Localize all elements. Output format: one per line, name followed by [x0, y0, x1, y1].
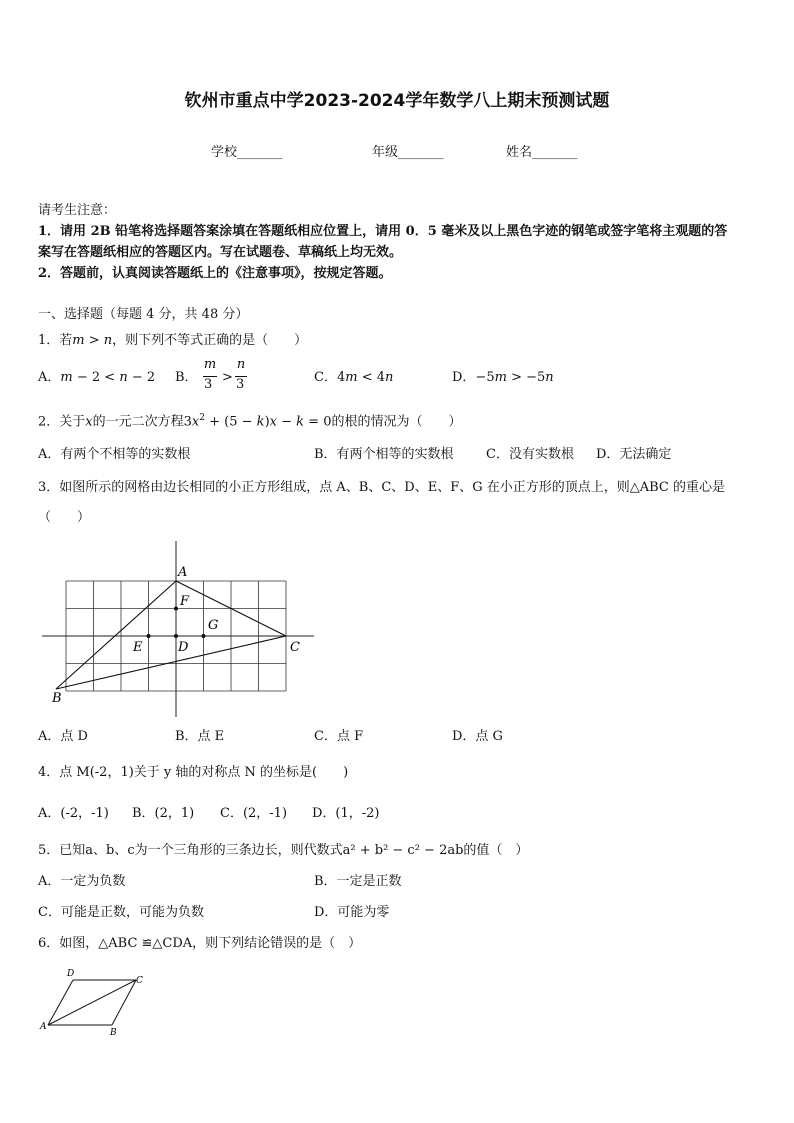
q1-option-d: D．−5m > −5n — [452, 370, 554, 385]
label-b: B — [52, 691, 62, 706]
q5-option-b: B．一定是正数 — [314, 874, 402, 889]
q1-option-c: C．4m < 4n — [314, 370, 394, 385]
q3-option-a: A．点 D — [38, 729, 88, 744]
grade-field: 年级_______ — [372, 145, 444, 160]
q2-option-b: B．有两个相等的实数根 — [314, 447, 454, 462]
parallelogram-figure — [36, 965, 156, 1037]
q5-option-a: A．一定为负数 — [38, 874, 126, 889]
q1-option-a: A．m − 2 < n − 2 — [38, 370, 156, 385]
q2-option-d: D．无法确定 — [596, 447, 672, 462]
q2-option-a: A．有两个不相等的实数根 — [38, 447, 191, 462]
point-e — [147, 634, 151, 638]
label-b: B — [110, 1028, 117, 1037]
section-heading: 一、选择题（每题 4 分，共 48 分） — [38, 307, 249, 322]
q4-option-a: A．(-2，-1) — [38, 806, 109, 821]
label-f: F — [180, 594, 190, 609]
diagonal-ac — [48, 980, 136, 1025]
question-2: 2．关于x的一元二次方程$3x^2 + (5 - k)x - k = 0$的根的情况为（ ） — [38, 413, 462, 430]
triangle-abc — [56, 581, 286, 689]
notice-item-1-line-2: 案写在答题纸相应的答题区内。写在试题卷、草稿纸上均无效。 — [38, 245, 403, 260]
label-c: C — [136, 976, 143, 986]
question-1: 1．若m > n，则下列不等式正确的是（ ） — [38, 333, 308, 348]
question-4: 4．点 M(-2，1)关于 y 轴的对称点 N 的坐标是( ) — [38, 765, 349, 780]
question-3: 3．如图所示的网格由边长相同的小正方形组成，点 A、B、C、D、E、F、G 在小正方形的顶点上，则△ABC 的重心是 — [38, 480, 726, 495]
point-f — [174, 607, 178, 611]
q2-option-c: C．没有实数根 — [486, 447, 574, 462]
label-e: E — [133, 640, 143, 655]
q5-option-c: C．可能是正数，可能为负数 — [38, 905, 204, 920]
q3-option-d: D．点 G — [452, 729, 503, 744]
side-cb — [112, 980, 136, 1025]
notice-heading: 请考生注意： — [38, 203, 117, 218]
name-field: 姓名_______ — [506, 145, 578, 160]
point-g — [202, 634, 206, 638]
q4-option-b: B．(2，1) — [132, 806, 195, 821]
notice-item-2: 2．答题前，认真阅读答题纸上的《注意事项》，按规定答题。 — [38, 266, 392, 281]
question-6: 6．如图，△ABC ≌△CDA，则下列结论错误的是（ ） — [38, 936, 362, 951]
label-g: G — [208, 618, 219, 633]
grid-figure — [38, 535, 328, 725]
q3-option-c: C．点 F — [314, 729, 364, 744]
school-field: 学校_______ — [211, 145, 283, 160]
page-title: 钦州市重点中学2023-2024学年数学八上期末预测试题 — [184, 91, 610, 111]
question-3-paren: （ ） — [38, 510, 91, 525]
label-d: D — [178, 640, 189, 655]
label-a: A — [40, 1022, 47, 1032]
q4-option-d: D．(1，-2) — [312, 806, 380, 821]
q3-option-b: B．点 E — [175, 729, 225, 744]
label-a: A — [178, 565, 188, 580]
point-d — [174, 634, 178, 638]
label-d: D — [67, 969, 75, 979]
q5-option-d: D．可能为零 — [314, 905, 390, 920]
label-c: C — [290, 640, 300, 655]
q4-option-c: C．(2，-1) — [220, 806, 288, 821]
notice-item-1-line-1: 1．请用 2B 铅笔将选择题答案涂填在答题纸相应位置上，请用 0．5 毫米及以上黑色字迹的钢笔或签字笔将主观题的答 — [38, 224, 728, 239]
question-5: 5．已知a、b、c为一个三角形的三条边长，则代数式a² + b² − c² − 2ab的值（ ） — [38, 843, 529, 858]
